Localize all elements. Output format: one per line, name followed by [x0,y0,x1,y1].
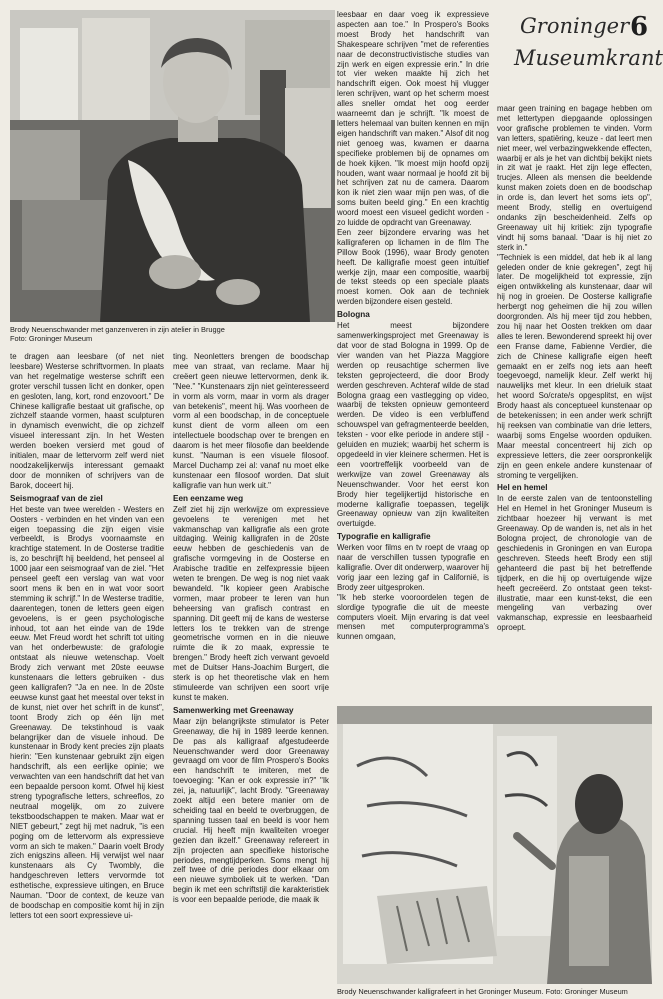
photo-caption-top-text: Brody Neuenschwander met ganzenveren in zijn atelier in Brugge [10,325,225,334]
section-heading: Bologna [337,310,370,320]
article-paragraph: In de eerste zalen van de tentoonstelling Hel en Hemel in het Groninger Museum is zichtbaar hoezeer hij verwant is met Greenaway. Op de wanden is, net als in het Bologna project, de chronologie van de geschiedenis in Groningen en van Europa geschreven. Steeds heeft Brody een stijl gehanteerd die past bij het betreffende tijdperk, en die hij op overtuigende wijze heeft gecreëerd. Zo ontstaat geen tekst-illustratie, maar een kunst-tekst, die een mengeling van verbazing over vakmanschap, expressie en leesbaarheid oproept. [497,494,652,633]
article-paragraph: "Techniek is een middel, dat heb ik al lang geleden onder de knie gekregen", zegt hij later. De mogelijkheid tot expressie, zijn eigen ontwikkeling als kunstenaar, daar wil hij nog in groeien. De Oosterse kalligrafie herbergt nog geheimen die hij zou willen doorgronden. Als hij meer tijd zou hebben, zou hij naar het Oosten trekken om daar alles te leren. Bewonderend spreekt hij over een Franse dame, Fabienne Verdier, die zich de Chinese kalligrafie eigen heeft gemaakt en er zelfs nog iets aan heeft toegevoegd, namelijk kleur. Zelf werkt hij nauwelijks met kleur. In een drieluik staat het woord So/crate/s opgesplitst, en wijst Brody haast als conceptueel kunstenaar op de betekenissen; in een ander werk schrijft hij reeksen van combinatie van drie letters, waarbij soms Engelse woorden opduiken. Maar meestal concentreert hij zich op expressieve letters, die zeer oorspronkelijk zijn en geen enkele andere kunstenaar of stroming te vergelijken. [497,252,652,480]
section-heading: Een eenzame weg [173,493,244,503]
article-paragraph: Een zeer bijzondere ervaring was het kalligraferen op lichamen in de film The Pillow Book (1996), waar Brody genoten heeft. De kalligrafie moest geen intuïtief werkje zijn, maar een compositie, waarbij de tekst steeds op een speciale plaats moest komen. Ook aan de techniek werden bijzondere eisen gesteld. [337,227,489,307]
photo-caption-bottom: Brody Neuenschwander kalligrafeert in het Groninger Museum. Foto: Groninger Museum [337,987,628,996]
photo-portrait [10,10,335,322]
section-heading: Typografie en kalligrafie [337,532,431,542]
photo-calligraphy [337,706,652,984]
portrait-image [10,10,335,322]
masthead-line2: Museumkrant [514,46,663,70]
article-column-1 [10,352,164,995]
article-paragraph: Werken voor films en tv roept de vraag op naar de verschillen tussen typografie en kalligrafie. Over dit onderwerp, waarover hij vorig jaar een lezing gaf in Californië, is Brody zeer uitgesproken. [337,543,489,592]
masthead-line1: Groninger [520,14,630,38]
article-column-4 [497,104,652,710]
photo-caption-top [10,325,340,343]
section-heading: Hel en hemel [497,483,548,493]
calligraphy-image [337,706,652,984]
page-number: 6 [630,12,649,42]
article-paragraph: Zelf ziet hij zijn werkwijze om expressieve gevoelens te verenigen met het vakmanschap van kalligrafie als een grote uitdaging. Weinig kalligrafen in de 20ste eeuw hebben de geschiedenis van de grafische vormgeving in de Oosterse en Arabische traditie en zelfexpressie bijeen weten te brengen. De weg is nog niet vaak bewandeld. "Ik kopieer geen Arabische vormen, maar probeer te leren van hun beheersing van grafisch contrast en spanning. Dit geeft mij de kans de westerse letters los te trekken van de strenge geometrische vormen en in die nieuwe ruimte die ik zo maak, expressie te brengen." Brody heeft zich verwant gevoeld met de Duitser Hans-Joachim Burgert, die sterk is op het theoretische vlak en hem stimuleerde van schrijven een soort vrije kunst te maken. [173,504,329,702]
article-paragraph: leesbaar en daar voeg ik expressieve aspecten aan toe." In Prospero's Books moest Brody het handschrift van Shakespeare schrijven "met de referenties naar de deconstructivistische studies van zijn werk en eigen expressie erin." In drie tot vier weken maakte hij zich het handschrift eigen. Ook moest hij vlugger leren schrijven, want op het scherm moest alles sneller omdat het oog eerder waarneemt dan je schrijft. "Ik moest de letters helemaal van buiten kennen en mijn eigen handschrift van maken." Alsof dit nog niet genoeg was, kwamen er daarna specifieke problemen bij de opnames om de hoek kijken. "Ik moest mijn hoofd opzij houden, want waar normaal je hoofd zit bij het schrijven zat nu de camera. Daarom kon ik niet zien waar mijn pen was, of die soms buiten beeld ging." En een krachtig woord moest een visueel gedicht worden - zo luidde de opdracht van Greenaway. [337,10,489,228]
section-heading: Samenwerking met Greenaway [173,705,294,715]
photo-credit-top: Foto: Groninger Museum [10,334,93,343]
article-paragraph: "Ik heb sterke vooroordelen tegen de slordige typografie die uit de meeste computers vloeit. Mijn ervaring is dat veel mensen met computerprogramma's kunnen omgaan, [337,592,489,642]
article-column-2 [173,352,329,995]
masthead [512,10,663,90]
article-column-3 [337,10,489,642]
article-paragraph: maar geen training en bagage hebben om met lettertypen diepgaande oplossingen voor grafische problemen te vinden. Vorm van letters, spatiëring, keuze - dat leert men niet meer, wel verbazingwekkende effecten, waarbij er als je het van dichtbij bekijkt niets in zit wat je raakt. Het zijn lege effecten, trucjes. Alleen als mensen die beeldende kunst maken zoiets doen en de boodschap in orde is, dan levert het soms iets op", meent Brody, stellig en overtuigend ondanks zijn bescheidenheid. Zelfs op Greenaway uit hij kritiek: zijn typografie vindt hij soms banaal. "Daar is hij niet zo sterk in." [497,104,652,252]
article-paragraph: ting. Neonletters brengen de boodschap mee van straat, van reclame. Maar hij creëert geen nieuwe lettervormen, denk ik. "Nee." "Kunstenaars zijn niet geïnteresseerd in vorm als vorm, maar in vorm als drager van betekenis", meent hij. Was voorheen de vorm al een boodschap, in de conceptuele kunst dient de vorm alleen om een intellectuele boodschap over te brengen en daarom is het meer filosofie dan beeldende kunst. "Nauman is een visuele filosoof. Marcel Duchamp zei al: vanaf nu moet elke kunstenaar een filosoof worden. Dat sluit kalligrafie van hun werk uit." [173,352,329,490]
article-paragraph: Maar zijn belangrijkste stimulator is Peter Greenaway, die hij in 1989 leerde kennen. De pas als kalligraaf afgestudeerde Neuenschwander werd door Greenaway gevraagd om voor de film Prospero's Books een handschrift te imiteren, met de toevoeging: "Kan er ook expressie in?" "Ik zei, ja, natuurlijk", lacht Brody. "Greenaway zoekt altijd een betere manier om de scheiding taal en beeld te overbruggen, de spanning tussen taal en beeld is voor hem crucial. Hij heeft mijn kwaliteiten vroeger gezien dan ikzelf." Greenaway refereert in zijn projecten aan specifieke historische periodes, mengtijdperken. Soms mengt hij zelf twee of drie periodes door elkaar om een nieuwe symboliek uit te werken. "Dan begin ik met een schriftstijl die karakteristiek is voor een bepaalde periode, die maak ik [173,716,329,905]
section-heading: Seismograaf van de ziel [10,493,103,503]
article-paragraph: Het meest bijzondere samenwerkingsproject met Greenaway is dat voor de stad Bologna in 1999. Op de vier wanden van het Piazza Maggiore werden op reusachtige schermen live teksten geprojecteerd, die door Brody werden geschreven. Achteraf wilde de stad Bologna graag een vastlegging op video, waarbij de teksten opnieuw gemonteerd werden. De video is een verbluffend schouwspel van gefragmenteerde beelden, teksten - voor elke periode in andere stijl - geluiden en muziek; waarbij het scherm is opgedeeld in vier kleinere schermen. Het is een voortreffelijk voorbeeld van de werkwijze van zowel Greenaway als Neuenschwander. Voor het eerst kon Brody hier tegelijkertijd historische en moderne kalligrafie toepassen, tegelijk Greenaway opnieuw van zijn kwaliteiten overtuigde. [337,321,489,529]
article-paragraph: Het beste van twee werelden - Westers en Oosters - verbinden en het vinden van een eigen toepassing die zijn eigen visie verbeeldt, is Brodys voornaamste en krachtige statement. In de Oosterse traditie is, zo beschrijft hij beeldend, het penseel al 1000 jaar een seismograaf van de ziel. "Het penseel geeft een verslag van wat voor soort mens ik ben en in wat voor soort stemming ik schrijf." In de Westerse traditie, daarentegen, tonen de letters geen eigen gevoelens, is er geen psychologische inhoud, tot aan het einde van de 19de eeuw. Met Freud wordt het schrift tot uiting van het onderbewuste: de grafologie ontstaat als nieuwe wetenschap. Voelt Brody zich verwant met 20ste eeuwse kunstenaars die letters gebruiken - dus geen kalligrafen? "Ja en nee. In de 20ste eeuwse kunst gaat het meestal over tekst in de kunst, niet over het schrift in de kunst", toont Brody zich op één lijn met Greenaway. De tekstinhoud is vaak belangrijker dan de visuele inhoud. De kunstenaar in Brody kent precies zijn plaats hierin: "Een kunstenaar gebruikt zijn eigen handschrift, als een eerlijke opinie; we verwachten van een handschrift dat het van een bepaalde persoon komt. Ofwel hij kiest streng typografische letters, schreeflos, zo neutraal mogelijk, om zo zuivere tekstboodschappen te maken. Maar wat er NIET gebeurt," zegt hij met nadruk, "is een poging om de lettervorm als expressieve vorm an sich te maken." Daarin voelt Brody zich enigszins alleen. Hij verwijst wel naar kunstenaars als Cy Twombly, die handgeschreven letters vervormde tot esthetische, expressieve uitingen, en Bruce Nauman. "Door de context, de keuze van de boodschap en compositie komt hij in zijn letters tot een soort expressieve ui- [10,504,164,920]
article-paragraph: te dragen aan leesbare (of net niet leesbare) Westerse schriftvormen. In plaats van het regelmatige westerse schrift een groter verschil tussen licht en donker, open en gesloten, lang, kort, rond enzovoort." De Chinese kalligrafie bestaat uit grafische, op zichzelf staande vormen, haast sculpturen in dynamisch evenwicht, die op zichzelf visueel interessant zijn. In het Westen werden boeken versierd met goud of initialen, maar de lettervorm zelf werd niet noodzakelijkerwijs interessant gemaakt door de monniken of schrijvers van de Barok, doceert hij. [10,352,164,490]
